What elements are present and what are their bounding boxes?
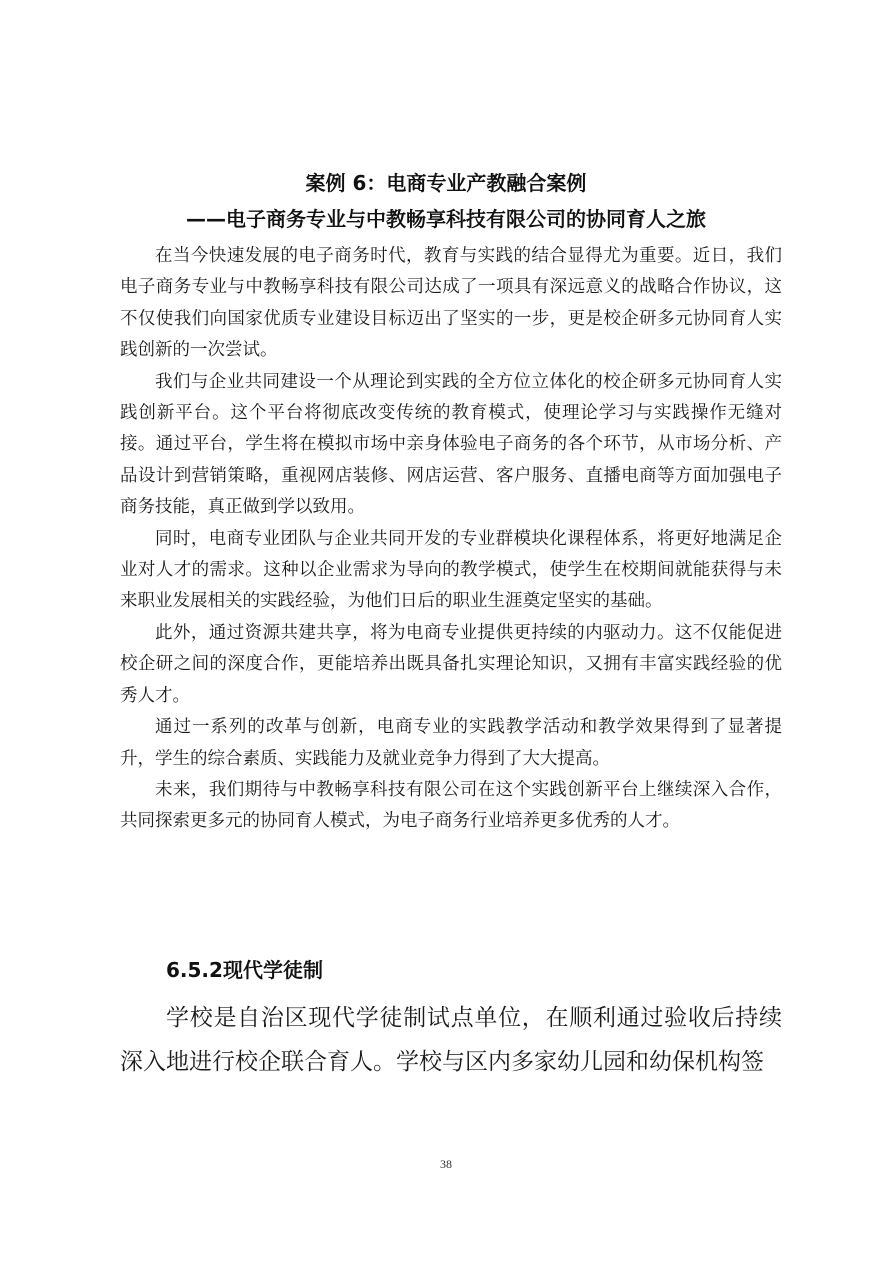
paragraph: 未来，我们期待与中教畅享科技有限公司在这个实践创新平台上继续深入合作，共同探索更多元的协同育人模式，为电子商务行业培养更多优秀的人才。 [120,779,782,832]
section-body [120,996,782,1084]
paragraph: 在当今快速发展的电子商务时代，教育与实践的结合显得尤为重要。近日，我们电子商务专业与中教畅享科技有限公司达成了一项具有深远意义的战略合作协议，这不仅使我们向国家优质专业建设目标迈出了坚实的一步，更是校企研多元协同育人实践创新的一次尝试。 [120,246,782,361]
case-body [120,241,782,838]
paragraph: 学校是自治区现代学徒制试点单位，在顺利通过验收后持续深入地进行校企联合育人。学校与区内多家幼儿园和幼保机构签 [120,1005,782,1075]
paragraph: 我们与企业共同建设一个从理论到实践的全方位立体化的校企研多元协同育人实践创新平台。这个平台将彻底改变传统的教育模式，使理论学习与实践操作无缝对接。通过平台，学生将在模拟市场中亲身体验电子商务的各个环节，从市场分析、产品设计到营销策略，重视网店装修、网店运营、客户服务、直播电商等方面加强电子商务技能，真正做到学以致用。 [120,371,782,518]
paragraph: 此外，通过资源共建共享，将为电商专业提供更持续的内驱动力。这不仅能促进校企研之间的深度合作，更能培养出既具备扎实理论知识，又拥有丰富实践经验的优秀人才。 [120,622,782,706]
case-title: 案例 6：电商专业产教融合案例 [305,171,587,195]
page-number: 38 [440,1157,452,1171]
section-heading: 6.5.2现代学徒制 [166,958,323,982]
paragraph: 通过一系列的改革与创新，电商专业的实践教学活动和教学效果得到了显著提升，学生的综合素质、实践能力及就业竞争力得到了大大提高。 [120,717,782,769]
paragraph: 同时，电商专业团队与企业共同开发的专业群模块化课程体系，将更好地满足企业对人才的需求。这种以企业需求为导向的教学模式，使学生在校期间就能获得与未来职业发展相关的实践经验，为他们日后的职业生涯奠定坚实的基础。 [120,528,782,612]
case-subtitle: ——电子商务专业与中教畅享科技有限公司的协同育人之旅 [186,207,706,231]
